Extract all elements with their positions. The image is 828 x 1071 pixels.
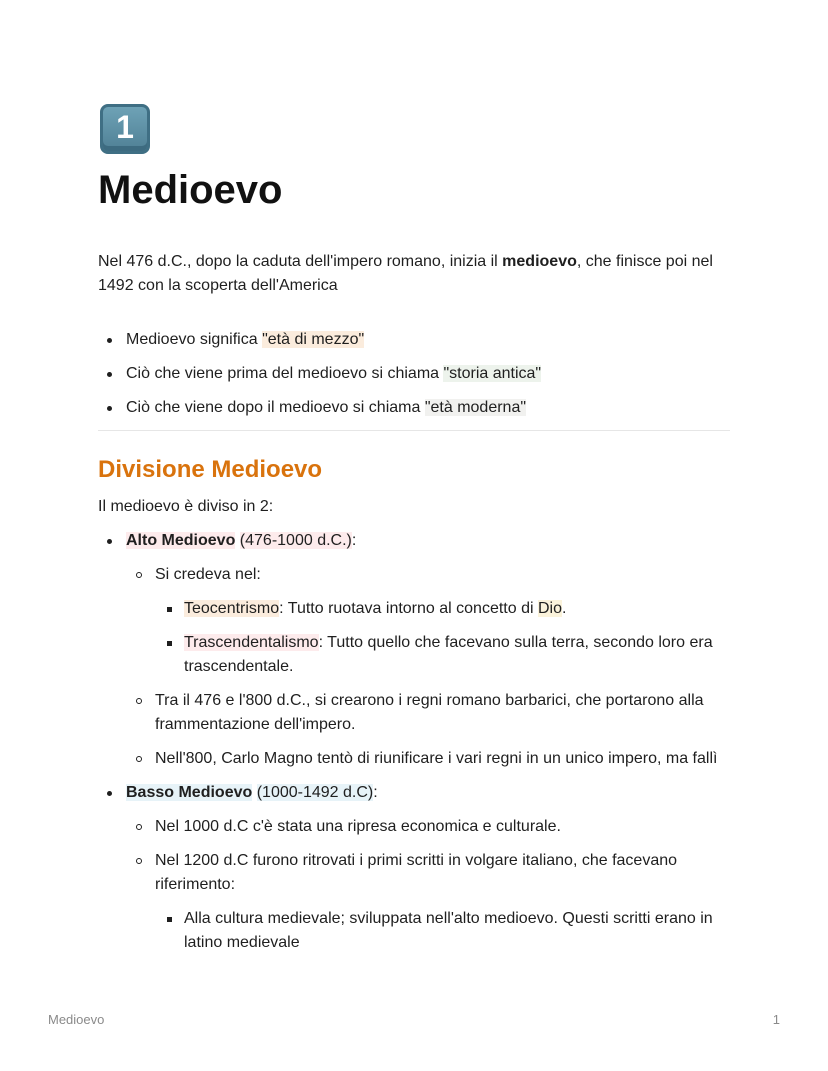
list-item — [126, 563, 730, 679]
trascendentalismo-text: : Tutto quello che facevano sulla terra, secondo loro era trascendentale. — [184, 634, 713, 675]
keycap-digit-one-icon — [100, 104, 150, 154]
list-item — [98, 362, 730, 386]
list-item: Nell'800, Carlo Magno tentò di riunificare i vari regni in un unico impero, ma fallì — [126, 747, 730, 771]
basso-nested-list — [155, 907, 730, 955]
intro-post: , che finisce poi nel 1492 con la scoperta dell'America — [98, 253, 713, 294]
bullet-text: Ciò che viene prima del medioevo si chiama — [126, 365, 444, 382]
dio-highlight: Dio — [537, 600, 562, 617]
list-item — [98, 396, 730, 420]
beliefs-list — [155, 597, 730, 679]
list-item: Nel 1000 d.C c'è stata una ripresa economica e culturale. — [126, 815, 730, 839]
intro-pre: Nel 476 d.C., dopo la caduta dell'impero romano, inizia il — [98, 253, 503, 270]
basso-medioevo-range: (1000-1492 d.C) — [256, 784, 374, 801]
list-item — [98, 328, 730, 352]
list-item — [155, 631, 730, 679]
section-subtitle: Il medioevo è diviso in 2: — [98, 498, 274, 515]
basso-sublist — [126, 815, 730, 955]
trascendentalismo-term: Trascendentalismo — [184, 634, 319, 651]
teocentrismo-term: Teocentrismo — [184, 600, 280, 617]
list-item — [126, 849, 730, 955]
keycap-glyph: 1 — [116, 108, 134, 145]
intro-paragraph — [98, 250, 730, 298]
list-item: Alla cultura medievale; sviluppata nell'alto medioevo. Questi scritti erano in latino medievale — [155, 907, 730, 955]
alto-medioevo-range: (476-1000 d.C.) — [239, 532, 352, 549]
colon: : — [373, 784, 378, 801]
highlight-eta-moderna: "età moderna" — [424, 399, 527, 416]
alto-medioevo-title: Alto Medioevo — [126, 532, 236, 549]
division-list — [98, 529, 730, 955]
bullet-text: Ciò che viene dopo il medioevo si chiama — [126, 399, 425, 416]
item-text: Nel 1200 d.C furono ritrovati i primi scritti in volgare italiano, che facevano riferimento: — [155, 852, 678, 893]
section-heading: Divisione Medioevo — [98, 456, 323, 483]
list-item: Tra il 476 e l'800 d.C., si crearono i regni romano barbarici, che portarono alla frammentazione dell'impero. — [126, 689, 730, 737]
highlight-storia-antica: "storia antica" — [443, 365, 542, 382]
believed-text: Si credeva nel: — [155, 566, 261, 583]
basso-medioevo-title: Basso Medioevo — [126, 784, 253, 801]
intro-bullet-list — [98, 328, 730, 420]
divider — [98, 430, 730, 431]
colon: : — [351, 532, 357, 549]
highlight-eta-di-mezzo: "età di mezzo" — [262, 331, 365, 348]
footer-page-number: 1 — [772, 1012, 780, 1027]
footer-document-name: Medioevo — [48, 1012, 105, 1027]
document-page — [98, 104, 730, 965]
list-item — [155, 597, 730, 621]
alto-sublist — [126, 563, 730, 771]
intro-bold: medioevo — [502, 253, 577, 270]
page-title: Medioevo — [98, 168, 283, 212]
list-item-alto-medioevo — [98, 529, 730, 771]
list-item-basso-medioevo — [98, 781, 730, 955]
teocentrismo-text: : Tutto ruotava intorno al concetto di — [279, 600, 538, 617]
bullet-text: Medioevo significa — [126, 331, 263, 348]
period: . — [562, 600, 567, 617]
